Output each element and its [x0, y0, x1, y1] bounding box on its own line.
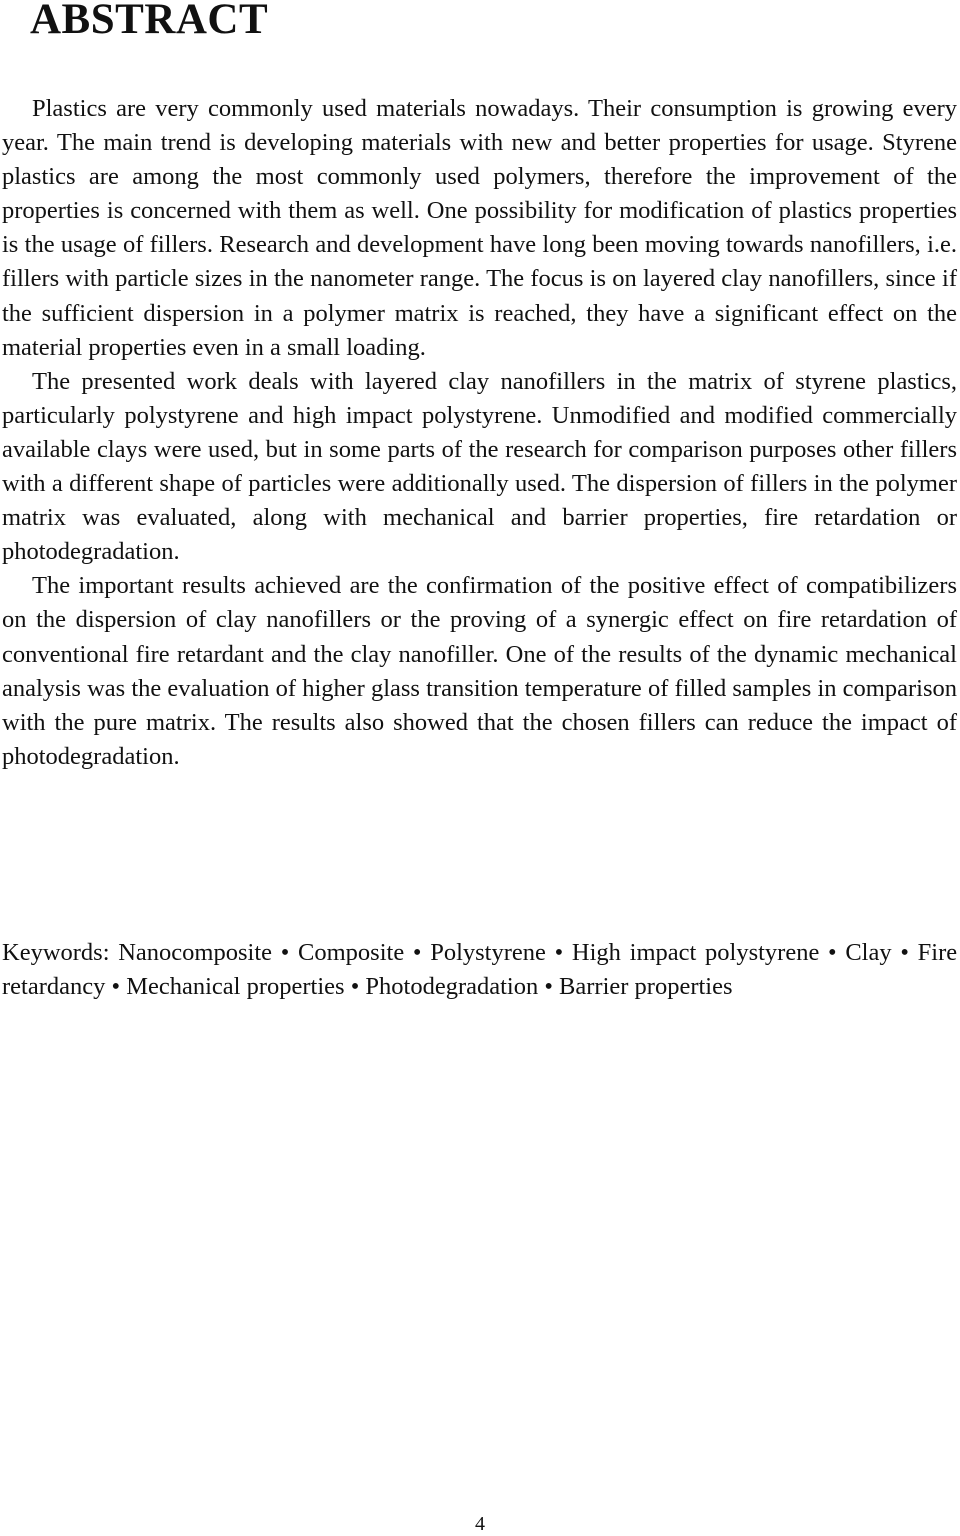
keyword-separator: • [554, 939, 564, 966]
keyword-separator: • [900, 939, 909, 966]
keyword: High impact polystyrene [571, 939, 820, 966]
keyword: Polystyrene [430, 939, 546, 966]
keyword: Photodegradation [365, 973, 539, 1001]
keyword-separator: • [544, 973, 553, 1001]
abstract-paragraph: The important results achieved are the confirmation of the positive effect of compatibilizers on the dispersion of clay nanofillers or the proving of a synergic effect on fire retardation of conventional fire retardant and the clay nanofiller. One of the results of the dynamic mechanical analysis was the evaluation of higher glass transition temperature of filled samples in comparison with the pure matrix. The results also showed that the chosen fillers can reduce the impact of photodegradation. [2, 572, 957, 770]
abstract-paragraph: The presented work deals with layered clay nanofillers in the matrix of styrene plastics, particularly polystyrene and high impact polystyrene. Unmodified and modified commercially available clays were used, but in some parts of the research for comparison purposes other fillers with a different shape of particles were additionally used. The dispersion of fillers in the polymer matrix was evaluated, along with mechanical and barrier properties, fire retardation or photodegradation. [2, 367, 957, 566]
keywords-label: Keywords: [2, 939, 110, 966]
abstract-body [2, 92, 957, 774]
keyword-separator: • [350, 973, 360, 1001]
keyword: Composite [298, 939, 405, 966]
page-number: 4 [475, 1513, 485, 1535]
keywords [2, 936, 957, 1004]
keyword: Barrier properties [559, 973, 733, 1001]
keyword-separator: • [828, 939, 837, 966]
abstract-paragraph: Plastics are very commonly used materials nowadays. Their consumption is growing every year. The main trend is developing materials with new and better properties for usage. Styrene plastics are among the most commonly used polymers, therefore the improvement of the properties is concerned with them as well. One possibility for modification of plastics properties is the usage of fillers. Research and development have long been moving towards nanofillers, i.e. fillers with particle sizes in the nanometer range. The focus is on layered clay nanofillers, since if the sufficient dispersion in a polymer matrix is reached, they have a significant effect on the material properties even in a small loading. [2, 95, 957, 361]
keyword-separator: • [412, 939, 422, 966]
keyword: Fire retardancy [2, 939, 958, 1001]
keyword-separator: • [280, 939, 290, 966]
keyword: Mechanical properties [126, 973, 345, 1001]
keyword: Clay [845, 939, 892, 966]
keyword-separator: • [111, 973, 121, 1001]
keyword: Nanocomposite [118, 939, 273, 966]
page-title: ABSTRACT [30, 0, 269, 43]
